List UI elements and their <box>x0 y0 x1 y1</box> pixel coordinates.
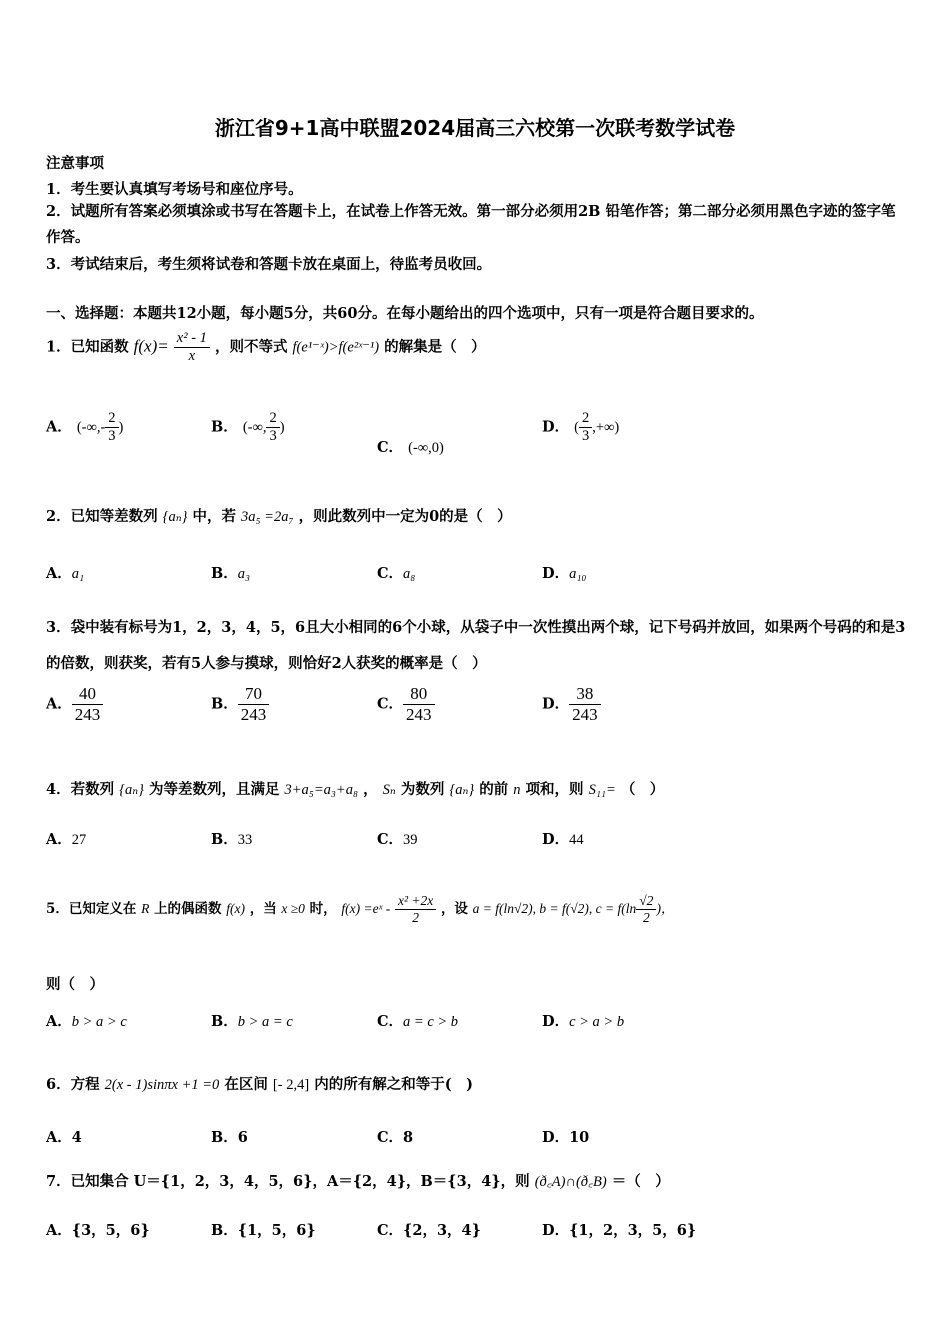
q4-option-d <box>542 828 584 849</box>
q1-middle: ，则不等式 <box>214 338 288 356</box>
option-label: B． <box>211 831 238 848</box>
notice-item-1: 1．考生要认真填写考场号和座位序号。 <box>46 181 303 198</box>
option-text: {3，5，6} <box>71 1222 150 1239</box>
q4-option-b <box>211 828 252 849</box>
option-numerator: 2 <box>266 410 279 428</box>
q2-suffix: ，则此数列中一定为0的是（ ） <box>298 508 512 525</box>
q4-condition: 3+a₅=a₃+a₈ <box>284 782 358 798</box>
q7-option-c <box>377 1219 481 1240</box>
option-label: A． <box>46 1013 72 1030</box>
q1-option-d <box>542 410 619 445</box>
q4-text-5: 的前 <box>479 781 509 798</box>
option-text: {2，3，4} <box>403 1222 481 1239</box>
option-numerator: 70 <box>238 684 270 705</box>
q7-option-d <box>542 1219 696 1240</box>
option-label: D． <box>542 695 570 713</box>
q1-fraction <box>174 330 210 365</box>
q6-suffix: 内的所有解之和等于( ) <box>314 1076 473 1093</box>
q3-option-a <box>46 684 103 725</box>
q5-text-3: ，当 <box>249 901 277 917</box>
option-label: C． <box>377 565 404 582</box>
q4-text-6: 项和，则 <box>525 781 584 798</box>
option-label: D． <box>542 418 570 436</box>
option-fraction <box>403 684 435 725</box>
q4-option-a <box>46 828 86 849</box>
option-numerator: 2 <box>579 410 592 428</box>
option-label: C． <box>377 695 404 713</box>
question-7 <box>46 1170 670 1191</box>
option-label: C． <box>377 1013 404 1030</box>
option-text: a = c > b <box>403 1014 459 1030</box>
q5-r: R <box>141 901 150 916</box>
q1-option-c <box>377 436 444 457</box>
question-4 <box>46 778 664 799</box>
q5-text-5: ，设 <box>440 901 468 917</box>
q5-text-2: 上的偶函数 <box>154 901 222 917</box>
q1-numerator: x² - 1 <box>174 330 210 348</box>
q5-abc-numerator: √2 <box>636 893 656 910</box>
page-title: 浙江省9+1高中联盟2024届高三六校第一次联考数学试卷 <box>214 116 736 140</box>
q7-text: 7．已知集合 U＝{1，2，3，4，5，6}，A＝{2，4}，B＝{3，4}，则 <box>46 1173 530 1190</box>
q2-option-d <box>542 562 586 583</box>
option-text: (-∞,- <box>76 419 106 436</box>
option-denominator: 243 <box>572 705 598 724</box>
q1-denominator: x <box>188 348 196 364</box>
option-fraction <box>72 684 104 725</box>
q5-definition: f(x) =eˣ - <box>341 901 391 916</box>
q5-numerator: x² +2x <box>395 893 436 910</box>
option-label: A． <box>46 565 72 582</box>
q5-denominator: 2 <box>412 910 419 925</box>
q3-option-b <box>211 684 269 725</box>
q5-fx: f(x) <box>226 901 245 916</box>
q3-option-c <box>377 684 435 725</box>
q5-fraction <box>395 893 436 926</box>
option-text: ( <box>574 419 579 436</box>
option-label: D． <box>542 565 570 582</box>
option-denominator: 3 <box>108 428 116 444</box>
option-text: {1，2，3，5，6} <box>569 1222 697 1239</box>
option-text: 33 <box>237 832 253 848</box>
question-3: 3．袋中装有标号为1，2，3，4，5，6且大小相同的6个小球，从袋子中一次性摸出两个球，记下号码并放回，如果两个号码的和是3的倍数，则获奖，若有5人参与摸球，则恰好2人获奖的概率是（ ） <box>46 619 906 672</box>
q6-interval: [- 2,4] <box>272 1077 310 1093</box>
option-label: C． <box>377 1129 404 1146</box>
option-fraction <box>266 410 279 445</box>
q7-expression: (ð꜀A)∩(ð꜀B) <box>534 1174 607 1190</box>
option-denominator: 243 <box>74 705 101 724</box>
option-label: D． <box>542 1129 570 1146</box>
option-text: 44 <box>569 832 584 848</box>
option-text: 8 <box>403 1129 414 1146</box>
option-numerator: 2 <box>105 410 118 428</box>
option-label: B． <box>211 1129 238 1146</box>
option-label: C． <box>377 1222 404 1239</box>
q5-abc-fraction <box>636 893 656 926</box>
question-1 <box>46 330 486 365</box>
option-text: b > a = c <box>237 1014 293 1030</box>
option-denominator: 3 <box>269 428 277 444</box>
q2-option-b <box>211 562 250 583</box>
q7-option-b <box>211 1219 316 1240</box>
q6-option-a <box>46 1126 82 1147</box>
option-fraction <box>569 684 601 725</box>
question-5 <box>46 893 674 926</box>
option-text: a₈ <box>403 566 416 582</box>
q2-prefix: 2．已知等差数列 <box>46 508 158 525</box>
q5-condition: x ≥0 <box>281 901 305 916</box>
option-close: ) <box>279 419 285 436</box>
question-2 <box>46 505 512 526</box>
option-text: 4 <box>71 1129 82 1146</box>
q4-text-2: 为等差数列，且满足 <box>148 781 280 798</box>
option-text: {1，5，6} <box>237 1222 316 1239</box>
q5-abc-denominator: 2 <box>642 910 650 925</box>
option-numerator: 80 <box>403 684 435 705</box>
notice-item-3: 3．考试结束后，考生须将试卷和答题卡放在桌面上，待监考员收回。 <box>46 256 492 273</box>
option-text: a₃ <box>237 566 251 582</box>
q2-sequence: {aₙ} <box>162 509 188 525</box>
q2-option-c <box>377 562 415 583</box>
q6-option-b <box>211 1126 248 1147</box>
option-denominator: 3 <box>581 428 590 444</box>
q2-middle: 中，若 <box>192 508 236 525</box>
q1-func: f(x)= <box>133 336 169 356</box>
q4-sequence-2: {aₙ} <box>449 782 475 798</box>
q5-text-4: 时， <box>309 901 337 917</box>
option-label: B． <box>211 1013 238 1030</box>
option-label: D． <box>542 1013 570 1030</box>
q4-prefix: 4．若数列 <box>46 781 115 798</box>
q2-condition: 3a₅ =2a₇ <box>241 509 294 525</box>
q4-n: n <box>513 782 521 798</box>
q2-option-a <box>46 562 84 583</box>
option-denominator: 243 <box>240 705 267 724</box>
q1-suffix: 的解集是（ ） <box>384 338 486 356</box>
q5-prefix: 5．已知定义在 <box>46 901 137 917</box>
q5-line-2: 则（ ） <box>46 976 104 993</box>
option-fraction <box>579 410 592 445</box>
option-denominator: 243 <box>406 705 432 724</box>
option-text: (-∞, <box>242 419 267 436</box>
q6-equation: 2(x - 1)sinπx +1 =0 <box>104 1077 220 1093</box>
option-label: D． <box>542 1222 570 1239</box>
option-text: (-∞,0) <box>408 440 444 456</box>
option-label: B． <box>211 418 238 436</box>
q1-option-b <box>211 410 285 445</box>
q1-inequality: f(e¹⁻ˣ)>f(e²ˣ⁻¹) <box>292 339 380 356</box>
q6-option-d <box>542 1126 589 1147</box>
q5-option-d <box>542 1010 624 1031</box>
q1-option-a <box>46 410 123 445</box>
option-label: B． <box>211 1222 238 1239</box>
notice-item-2: 2．试题所有答案必须填涂或书写在答题卡上，在试卷上作答无效。第一部分必须用2B 铅笔作答；第二部分必须用黑色字迹的签字笔作答。 <box>46 203 896 246</box>
q5-abc: a = f(ln√2), b = f(√2), c = f(ln <box>472 901 637 916</box>
option-text: 10 <box>569 1129 590 1146</box>
option-label: C． <box>377 439 404 456</box>
option-label: A． <box>46 418 72 436</box>
option-label: A． <box>46 831 72 848</box>
option-numerator: 40 <box>72 684 104 705</box>
q5-option-a <box>46 1010 127 1031</box>
q4-suffix: （ ） <box>620 781 665 798</box>
option-text: a₁ <box>71 566 85 582</box>
option-close: ) <box>118 419 124 436</box>
q6-prefix: 6．方程 <box>46 1076 100 1093</box>
option-label: B． <box>211 695 238 713</box>
option-label: C． <box>377 831 404 848</box>
q3-option-d <box>542 684 601 725</box>
section-heading: 一、选择题：本题共12小题，每小题5分，共60分。在每小题给出的四个选项中，只有一项是符合题目要求的。 <box>46 305 764 322</box>
option-numerator: 38 <box>569 684 601 705</box>
q4-text-3: ， <box>363 781 378 798</box>
option-text: c > a > b <box>569 1014 625 1030</box>
q5-option-c <box>377 1010 458 1031</box>
q5-abc-close: )， <box>656 901 675 916</box>
option-label: D． <box>542 831 570 848</box>
q6-option-c <box>377 1126 413 1147</box>
option-fraction <box>105 410 118 445</box>
q7-option-a <box>46 1219 150 1240</box>
q7-suffix: ＝（ ） <box>611 1173 670 1190</box>
q4-option-c <box>377 828 418 849</box>
q4-sequence: {aₙ} <box>119 782 144 798</box>
q4-s11: S₁₁= <box>588 782 616 798</box>
option-text: b > a > c <box>71 1014 127 1030</box>
option-text: 27 <box>71 832 87 848</box>
option-text: 6 <box>237 1129 248 1146</box>
option-text: a₁₀ <box>569 566 587 582</box>
option-label: A． <box>46 1129 72 1146</box>
option-label: A． <box>46 1222 72 1239</box>
option-label: B． <box>211 565 238 582</box>
q4-text-4: 为数列 <box>400 781 445 798</box>
q4-sn: Sₙ <box>382 782 396 798</box>
q5-option-b <box>211 1010 293 1031</box>
question-6 <box>46 1073 473 1094</box>
q6-text-2: 在区间 <box>224 1076 268 1093</box>
q1-prefix: 1．已知函数 <box>46 338 129 356</box>
option-text: 39 <box>403 832 418 848</box>
option-label: A． <box>46 695 72 713</box>
option-fraction <box>238 684 270 725</box>
option-close: ,+∞) <box>592 419 620 436</box>
notice-heading: 注意事项 <box>46 155 104 172</box>
